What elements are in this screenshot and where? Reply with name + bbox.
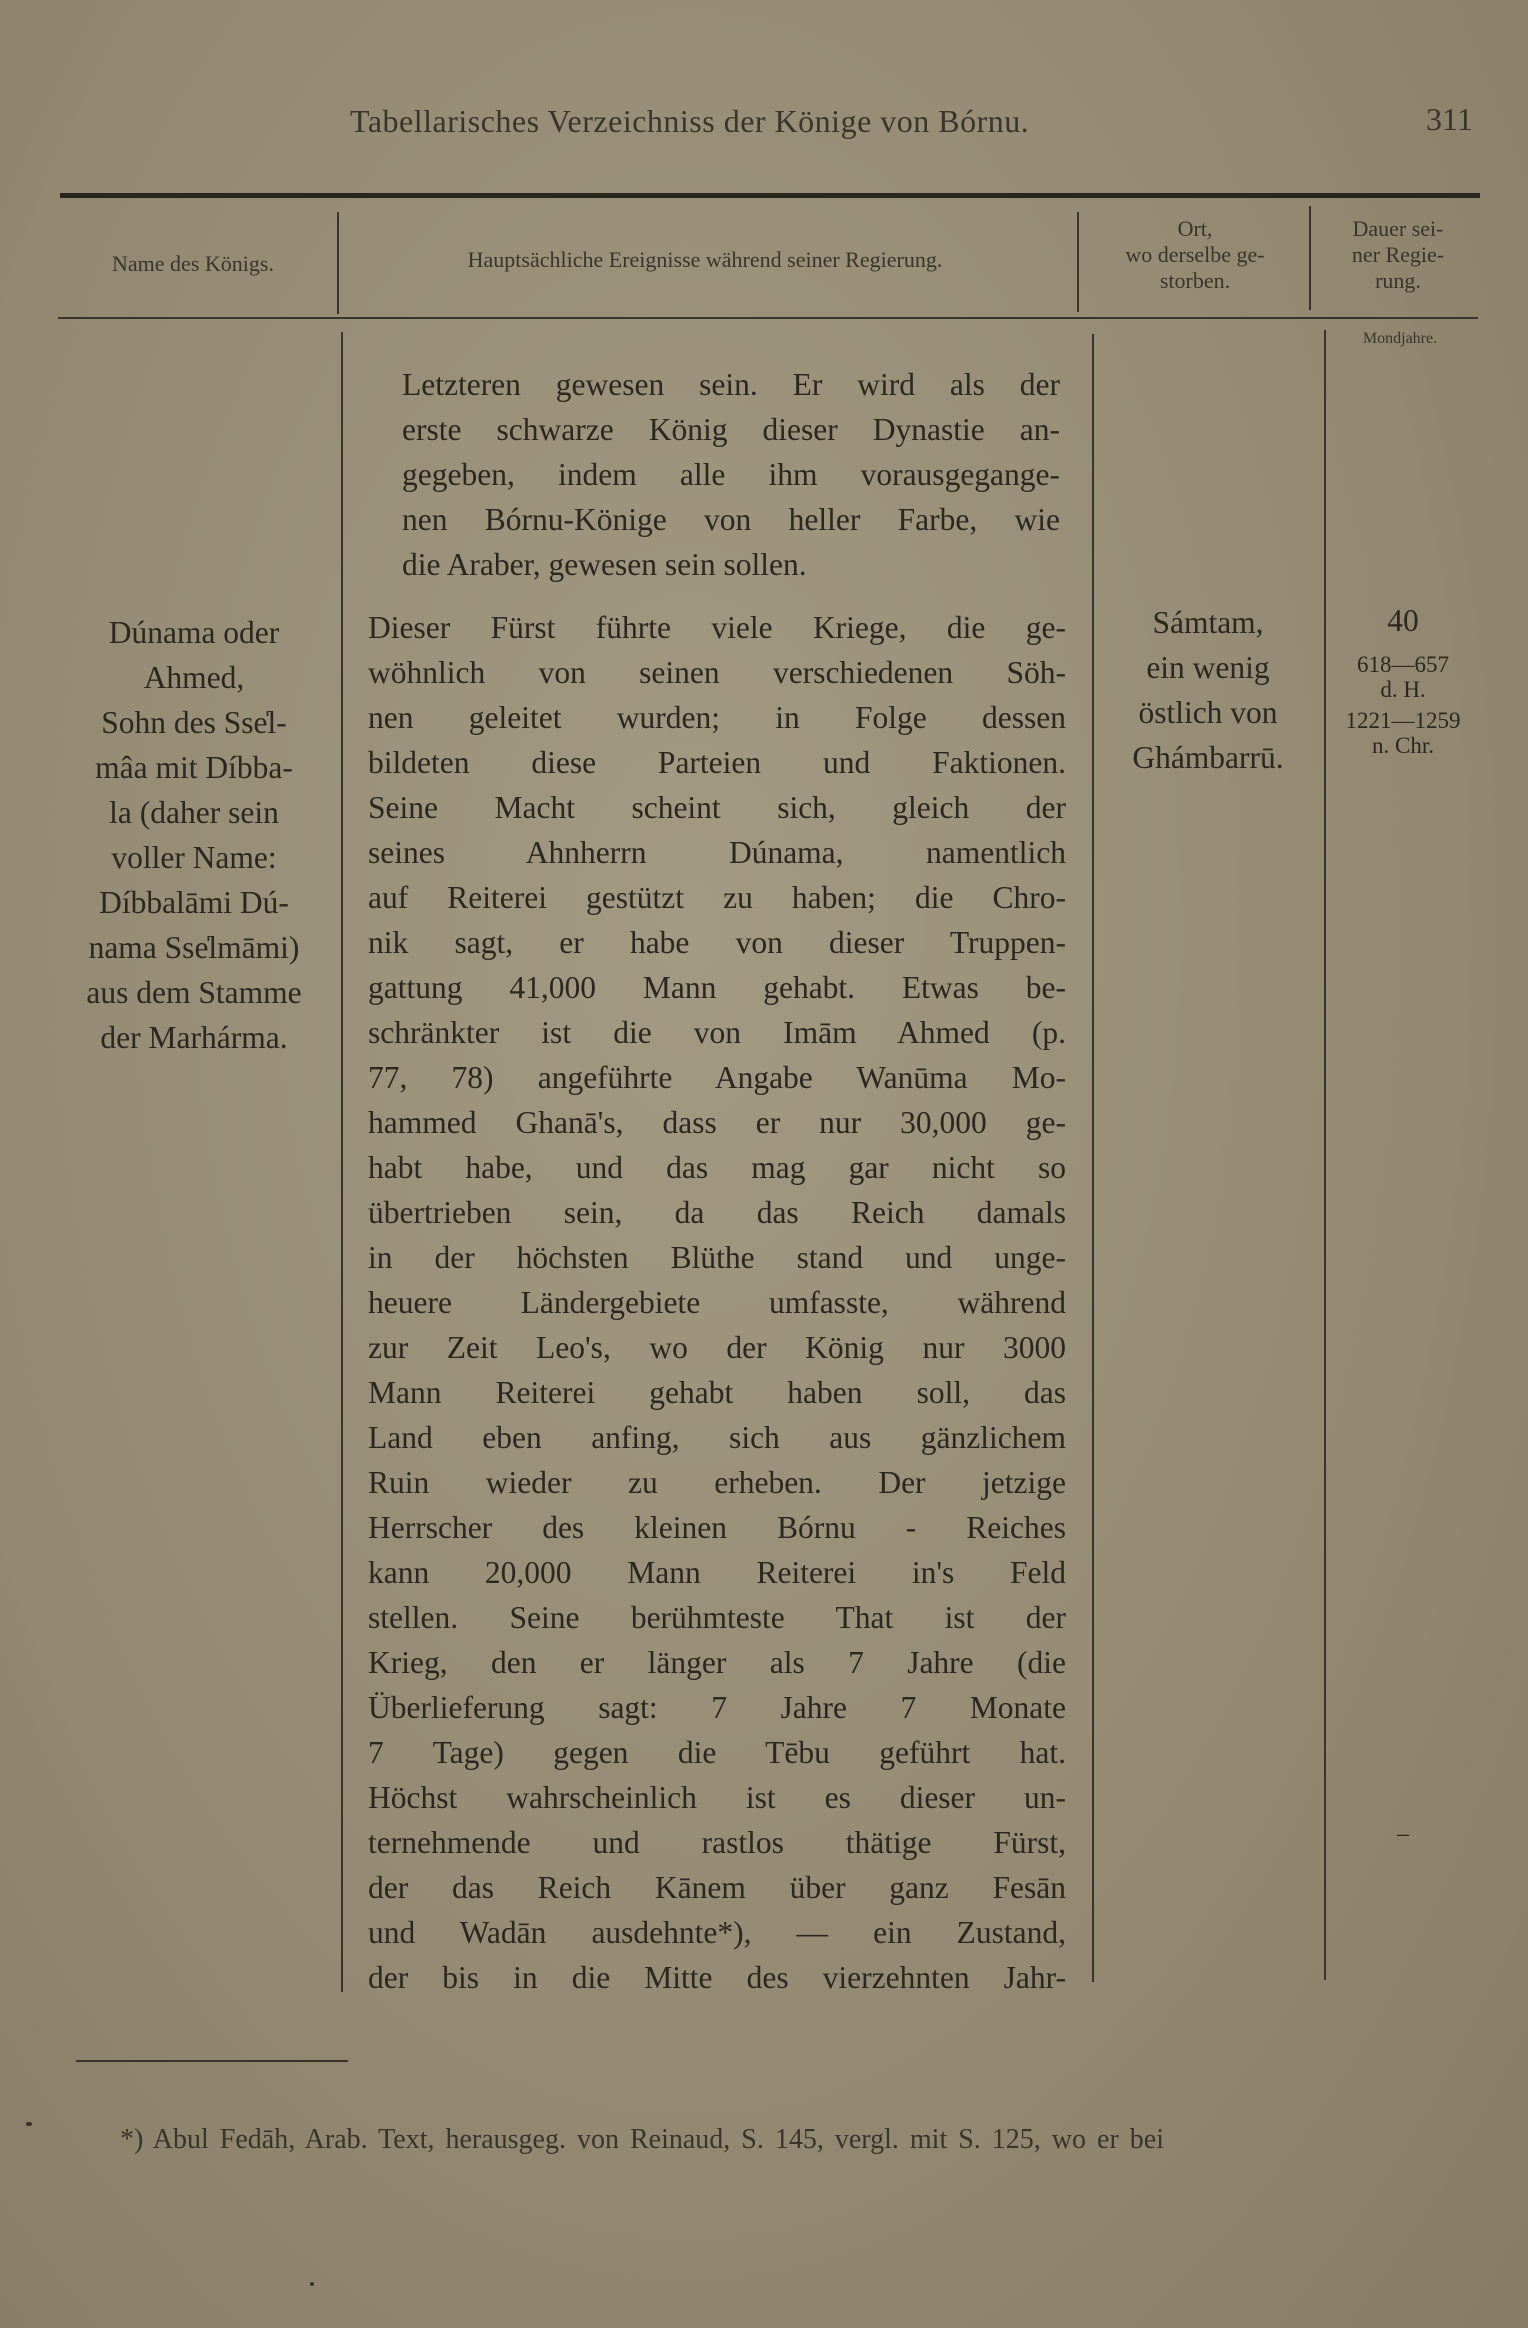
events-line: ternehmende und rastlos thätige Fürst, — [368, 1825, 1066, 1860]
column-divider-1 — [341, 332, 343, 1992]
header-divider-2 — [1077, 212, 1079, 312]
events-line: bildeten diese Parteien und Faktionen. — [368, 745, 1066, 780]
header-place-line-1: Ort, — [1177, 216, 1213, 241]
events-line: übertrieben sein, da das Reich damals — [368, 1195, 1066, 1230]
column-divider-3 — [1324, 330, 1326, 1980]
events-line: Land eben anfing, sich aus gänzlichem — [368, 1420, 1066, 1455]
header-divider-1 — [337, 212, 339, 314]
events-line: gattung 41,000 Mann gehabt. Etwas be- — [368, 970, 1066, 1005]
ad-label: n. Chr. — [1372, 733, 1434, 758]
events-line: Ruin wieder zu erheben. Der jetzige — [368, 1465, 1066, 1500]
continuation-line: die Araber, gewesen sein sollen. — [402, 547, 807, 582]
king-name-line: aus dem Stamme — [86, 975, 302, 1010]
king-name-line: la (daher sein — [109, 795, 279, 830]
king-name-line: der Marhárma. — [100, 1020, 288, 1055]
king-name-line: mâa mit Díbba- — [95, 750, 293, 785]
reign-length-years: 40 — [1387, 603, 1419, 638]
header-duration-line-1: Dauer sei- — [1352, 216, 1444, 241]
header-divider-3 — [1309, 206, 1311, 310]
ink-speck — [26, 2122, 32, 2126]
king-name-line: voller Name: — [111, 840, 277, 875]
events-line: auf Reiterei gestützt zu haben; die Chro- — [368, 880, 1066, 915]
column-divider-2 — [1092, 334, 1094, 1982]
king-name-line: Ahmed, — [143, 660, 245, 695]
footnote-rule — [76, 2060, 348, 2062]
king-name-line: Dúnama oder — [108, 615, 280, 650]
king-name-line: Sohn des Sse̍l- — [101, 705, 287, 740]
header-bottom-rule — [58, 317, 1478, 319]
events-line: kann 20,000 Mann Reiterei in's Feld — [368, 1555, 1066, 1590]
place-line: Ghámbarrū. — [1132, 740, 1284, 775]
place-line: östlich von — [1138, 695, 1278, 730]
reign-dates — [1328, 652, 1478, 758]
continuation-line: Letzteren gewesen sein. Er wird als der — [402, 367, 1060, 402]
events-line: Herrscher des kleinen Bórnu - Reiches — [368, 1510, 1066, 1545]
table-top-rule — [60, 193, 1480, 198]
header-events: Hauptsächliche Ereignisse während seiner Regierung. — [467, 247, 943, 272]
footnote: *) Abul Fedāh, Arab. Text, herausgeg. von Reinaud, S. 145, vergl. mit S. 125, wo er bei — [120, 2124, 1164, 2155]
events-line: habt habe, und das mag gar nicht so — [368, 1150, 1066, 1185]
events-cell — [368, 605, 1066, 2000]
header-duration-line-3: rung. — [1375, 268, 1421, 293]
events-line: der das Reich Kānem über ganz Fesān — [368, 1870, 1066, 1905]
ad-range: 1221—1259 — [1345, 708, 1461, 733]
continuation-paragraph — [402, 362, 1060, 587]
header-duration-line-2: ner Regie- — [1351, 242, 1445, 267]
king-name-line: Díbbalāmi Dú- — [99, 885, 289, 920]
hijri-label: d. H. — [1380, 677, 1426, 702]
events-line: heuere Ländergebiete umfasste, während — [368, 1285, 1066, 1320]
events-line: seines Ahnherrn Dúnama, namentlich — [368, 835, 1066, 870]
events-line: Höchst wahrscheinlich ist es dieser un- — [368, 1780, 1066, 1815]
events-line: zur Zeit Leo's, wo der König nur 3000 — [368, 1330, 1066, 1365]
continuation-line: nen Bórnu-Könige von heller Farbe, wie — [402, 502, 1060, 537]
events-line: Dieser Fürst führte viele Kriege, die ge- — [368, 610, 1066, 645]
duration-unit-label: Mondjahre. — [1362, 330, 1438, 347]
place-line: Sámtam, — [1152, 605, 1264, 640]
events-line: 77, 78) angeführte Angabe Wanūma Mo- — [368, 1060, 1066, 1095]
events-line: stellen. Seine berühmteste That ist der — [368, 1600, 1066, 1635]
place-line: ein wenig — [1146, 650, 1270, 685]
header-place-of-death — [1086, 216, 1304, 294]
running-head: Tabellarisches Verzeichniss der Könige von Bórnu. — [350, 103, 1030, 139]
events-line: Krieg, den er länger als 7 Jahre (die — [368, 1645, 1066, 1680]
events-line: wöhnlich von seinen verschiedenen Söh- — [368, 655, 1066, 690]
continuation-line: gegeben, indem alle ihm vorausgegange- — [402, 457, 1060, 492]
place-of-death-cell — [1098, 600, 1318, 780]
events-line: und Wadān ausdehnte*), — ein Zustand, — [368, 1915, 1066, 1950]
events-line: Seine Macht scheint sich, gleich der — [368, 790, 1066, 825]
hijri-range: 618—657 — [1357, 652, 1449, 677]
page-number: 311 — [1426, 101, 1473, 137]
header-place-line-2: wo derselbe ge- — [1125, 242, 1265, 267]
events-line: der bis in die Mitte des vierzehnten Jahr- — [368, 1960, 1066, 1995]
events-line: 7 Tage) gegen die Tēbu geführt hat. — [368, 1735, 1066, 1770]
header-king-name: Name des Königs. — [112, 251, 274, 276]
continuation-line: erste schwarze König dieser Dynastie an- — [402, 412, 1060, 447]
events-line: in der höchsten Blüthe stand und unge- — [368, 1240, 1066, 1275]
events-line: Überlieferung sagt: 7 Jahre 7 Monate — [368, 1690, 1066, 1725]
events-line: nik sagt, er habe von dieser Truppen- — [368, 925, 1066, 960]
king-name-cell — [58, 610, 330, 1060]
ink-speck — [310, 2282, 314, 2286]
events-line: Mann Reiterei gehabt haben soll, das — [368, 1375, 1066, 1410]
header-duration — [1318, 216, 1478, 294]
king-name-line: nama Sse̍lmāmi) — [88, 930, 300, 965]
events-line: hammed Ghanā's, dass er nur 30,000 ge- — [368, 1105, 1066, 1140]
header-place-line-3: storben. — [1159, 268, 1231, 293]
duration-dash: – — [1397, 1821, 1409, 1847]
events-line: nen geleitet wurden; in Folge dessen — [368, 700, 1066, 735]
events-line: schränkter ist die von Imām Ahmed (p. — [368, 1015, 1066, 1050]
